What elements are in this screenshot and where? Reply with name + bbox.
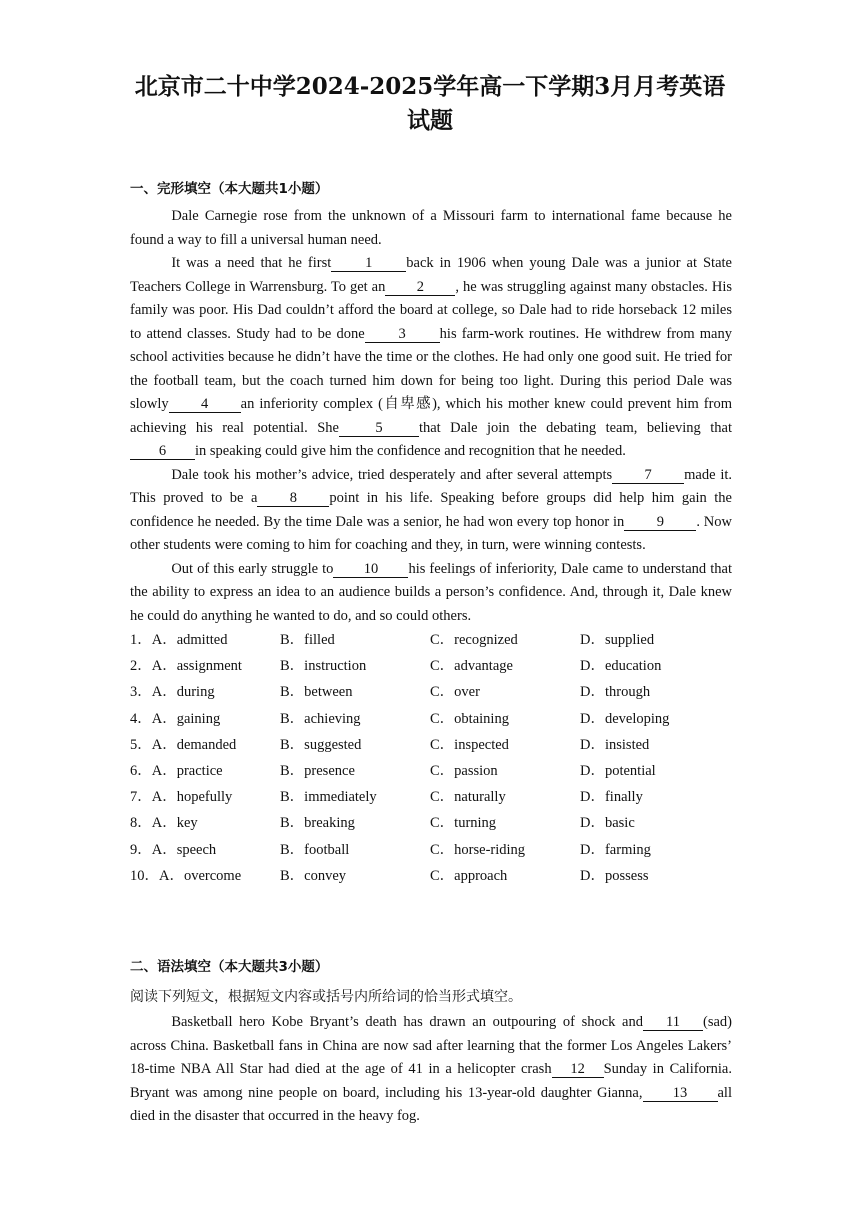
grammar-passage: [130, 1011, 732, 1129]
blank-5: 5: [339, 421, 419, 437]
text-segment: Basketball hero Kobe Bryant’s death has drawn an outpouring of shock and: [171, 1014, 643, 1030]
question-row: [130, 733, 750, 759]
option-b: B．between: [280, 684, 353, 701]
section-1-heading: 一、完形填空（本大题共1小题）: [130, 181, 329, 197]
option-c: C．advantage: [430, 658, 513, 675]
option-c: C．recognized: [430, 632, 518, 648]
question-row: [130, 811, 750, 837]
text-segment: his feelings of inferiority, Dale came to understand that the ability to express an idea to an audience builds a person’s confidence. And, through it, Dale knew he could do anything he wanted to do, and so could others.: [130, 560, 732, 624]
text-segment: all died in the disaster that occurred in the heavy fog.: [130, 1084, 732, 1124]
text-segment: in speaking could give him the confidence and recognition that he needed.: [195, 443, 626, 459]
blank-7: 7: [612, 468, 684, 484]
option-b: B．convey: [280, 867, 347, 884]
option-a: 5．A．demanded: [130, 736, 237, 753]
option-a: 3．A．during: [130, 684, 215, 701]
blank-6: 6: [130, 444, 195, 460]
blank-1: 1: [331, 256, 406, 272]
question-row: [130, 838, 750, 864]
option-d: D．basic: [580, 815, 635, 832]
option-d: D．supplied: [580, 632, 655, 648]
paragraph-4: [130, 558, 732, 629]
option-b: B．immediately: [280, 789, 377, 806]
question-row: [130, 864, 750, 890]
option-c: C．approach: [430, 867, 508, 884]
text-segment: that Dale join the debating team, believing that: [418, 419, 732, 436]
text-segment: . Now other students were coming to him for coaching and they, in turn, were winning contests.: [130, 513, 732, 553]
text-segment: Dale took his mother’s advice, tried desperately and after several attempts: [171, 466, 613, 483]
paragraph-1-text: Dale Carnegie rose from the unknown of a Missouri farm to international fame because he found a way to fill a universal human need.: [130, 208, 732, 248]
blank-3: 3: [365, 327, 440, 343]
option-d: D．farming: [580, 841, 651, 858]
paragraph-3: [130, 464, 732, 558]
blank-13: 13: [643, 1086, 718, 1102]
blank-4: 4: [169, 397, 241, 413]
option-a: 1．A．admitted: [130, 632, 228, 648]
question-row: [130, 654, 750, 680]
option-a: 9．A．speech: [130, 841, 217, 858]
blank-9: 9: [624, 515, 696, 531]
question-row: [130, 628, 750, 654]
option-d: D．possess: [580, 867, 649, 884]
option-c: C．obtaining: [430, 710, 509, 727]
option-d: D．insisted: [580, 736, 650, 753]
text-segment: (sad) across China. Basketball fans in China are now sad after learning that the former Los Angeles Lakers’ 18-time NBA All Star had died at the age of 41 in a helicopter crash: [130, 1014, 732, 1077]
option-b: B．football: [280, 841, 350, 858]
option-b: B．suggested: [280, 736, 362, 753]
option-d: D．through: [580, 684, 651, 701]
section-2-heading: 二、语法填空（本大题共3小题）: [130, 959, 329, 975]
option-b: B．instruction: [280, 658, 367, 675]
option-a: 8．A．key: [130, 815, 198, 832]
option-c: C．passion: [430, 762, 498, 779]
option-c: C．over: [430, 684, 480, 701]
question-row: [130, 707, 750, 733]
blank-2: 2: [385, 280, 455, 296]
option-a: 2．A．assignment: [130, 658, 242, 675]
section-2-instruction: 阅读下列短文，根据短文内容或括号内所给词的恰当形式填空。: [130, 989, 522, 1005]
blank-8: 8: [257, 491, 329, 507]
option-b: B．breaking: [280, 815, 355, 832]
text-segment: made it. This proved to be a: [130, 466, 732, 506]
blank-11: 11: [643, 1015, 703, 1031]
title-line-2: 试题: [407, 107, 453, 134]
option-a: 7．A．hopefully: [130, 789, 233, 806]
option-c: C．horse-riding: [430, 841, 526, 858]
blank-10: 10: [333, 562, 408, 578]
option-d: D．education: [580, 658, 662, 675]
text-segment: Sunday in California. Bryant was among nine people on board, including his 13-year-old daughter Gianna,: [130, 1061, 732, 1101]
text-segment: point in his life. Speaking before groups did help him gain the confidence he needed. By the time Dale was a senior, he had won every top honor in: [130, 490, 732, 530]
paragraph-2: [130, 252, 732, 464]
paragraph-1: [130, 205, 732, 252]
question-row: [130, 785, 750, 811]
title-line-1: 北京市二十中学2024-2025学年高一下学期3月月考英语: [134, 73, 726, 100]
question-row: [130, 680, 750, 706]
option-c: C．turning: [430, 815, 497, 832]
option-a: 6．A．practice: [130, 762, 223, 779]
text-segment: back in 1906 when young Dale was a junior at State Teachers College in Warrensburg. To get an: [130, 255, 732, 295]
option-d: D．finally: [580, 789, 643, 806]
option-a: 4．A．gaining: [130, 710, 221, 727]
blank-12: 12: [552, 1062, 604, 1078]
page-title: [120, 70, 740, 138]
option-b: B．achieving: [280, 710, 361, 727]
option-d: D．developing: [580, 710, 670, 727]
option-b: B．filled: [280, 632, 335, 648]
text-segment: an inferiority complex (自卑感), which his mother knew could prevent him from achieving his real potential. She: [130, 396, 732, 436]
grammar-paragraph-1: [130, 1011, 732, 1129]
option-c: C．naturally: [430, 789, 506, 806]
cloze-passage: [130, 205, 732, 628]
option-d: D．potential: [580, 762, 656, 779]
answer-options: [130, 628, 750, 890]
text-segment: his farm-work routines. He withdrew from many school activities because he didn’t have the time or the clothes. He had only one good suit. He tried for the football team, but the coach turned him down for being too light. During this period Dale was slowly: [130, 325, 732, 412]
question-row: [130, 759, 750, 785]
option-c: C．inspected: [430, 736, 509, 753]
text-segment: Out of this early struggle to: [171, 560, 334, 577]
text-segment: It was a need that he first: [171, 255, 332, 271]
option-a: 10．A．overcome: [130, 867, 242, 884]
option-b: B．presence: [280, 762, 355, 779]
text-segment: , he was struggling against many obstacles. His family was poor. His Dad couldn’t afford the board at college, so Dale had to ride horseback 12 miles to attend classes. Study had to be done: [130, 278, 733, 342]
